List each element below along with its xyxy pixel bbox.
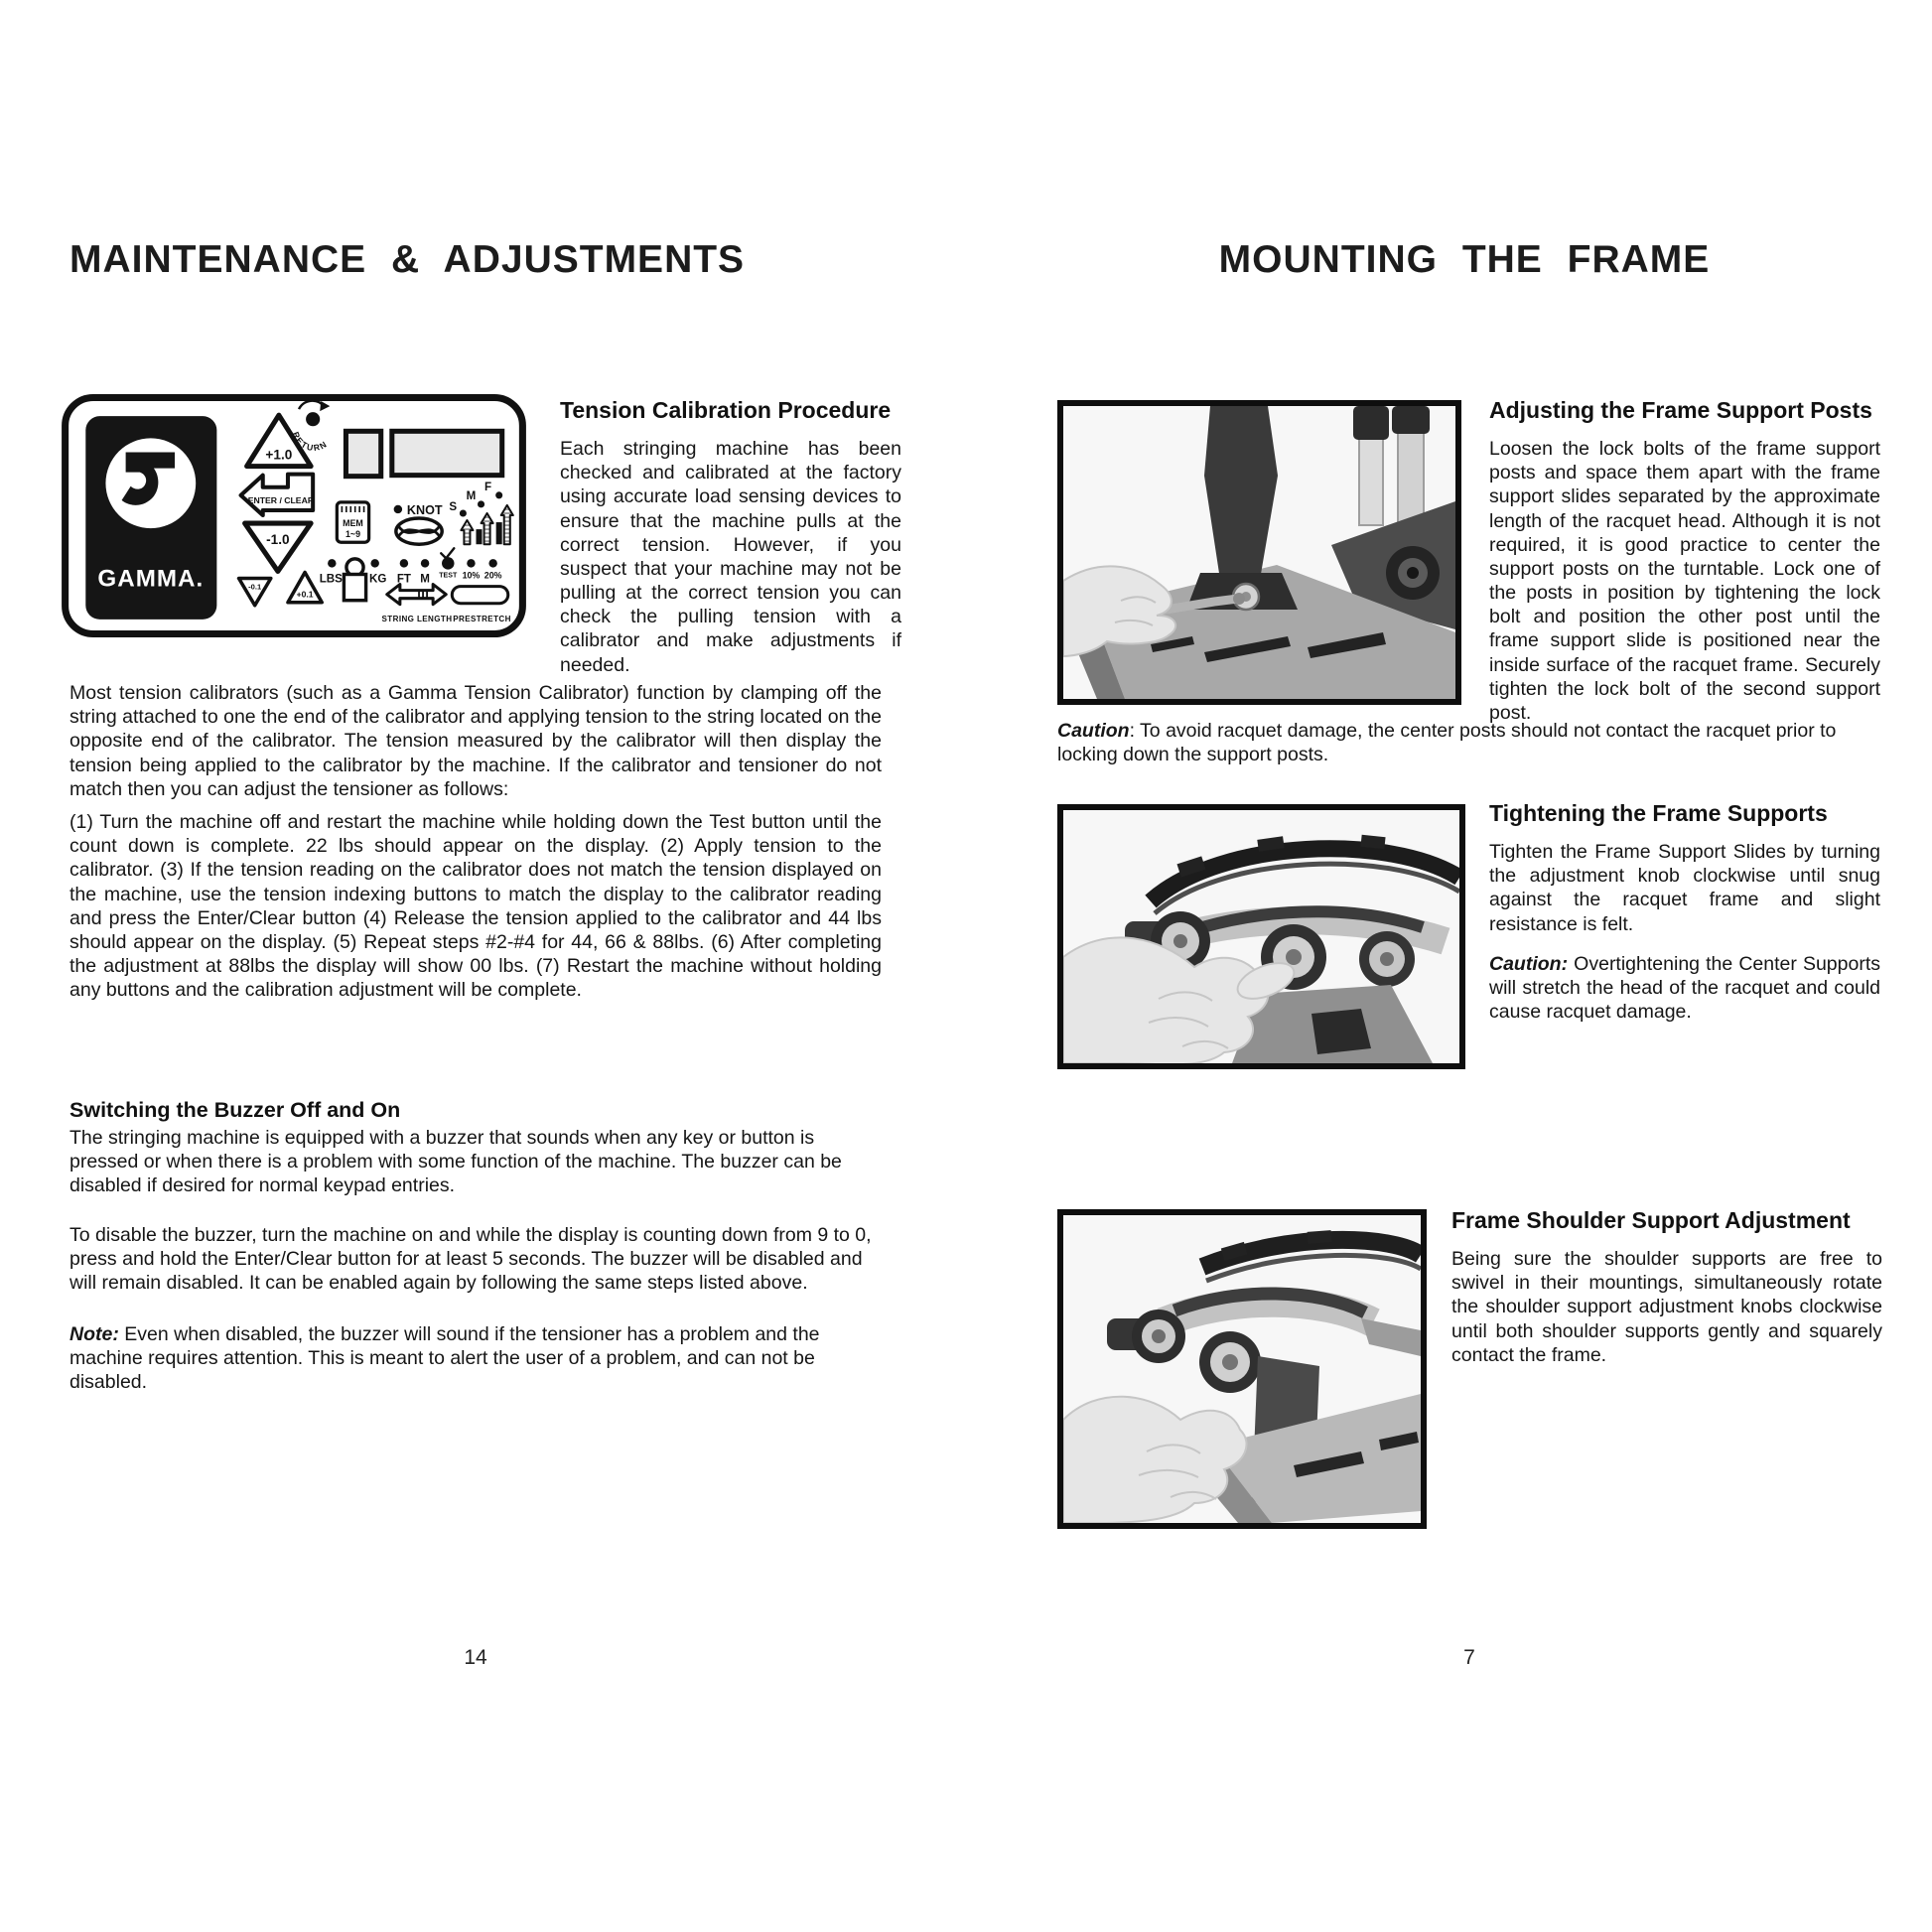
- svg-text:ENTER / CLEAR: ENTER / CLEAR: [247, 494, 315, 505]
- buzzer-paragraph-2: To disable the buzzer, turn the machine on and while the display is counting down from 9 to 0, press and hold the Enter/Clear button for at least 5 seconds. The buzzer will be disabled and will remain disabled. It can be enabled again by following the same steps listed above.: [69, 1224, 872, 1295]
- svg-text:1~9: 1~9: [345, 529, 361, 540]
- svg-text:-1.0: -1.0: [266, 532, 290, 548]
- caution-label: Caution: [1057, 720, 1130, 742]
- right-page-title: MOUNTING THE FRAME: [1218, 238, 1711, 281]
- svg-text:M: M: [420, 573, 430, 586]
- main-display: [392, 431, 502, 475]
- svg-text:STRING LENGTH: STRING LENGTH: [381, 614, 453, 623]
- svg-text:MEM: MEM: [343, 518, 363, 529]
- photo-shoulder-support-adjustment: [1057, 1209, 1427, 1529]
- calibrators-paragraph: Most tension calibrators (such as a Gamma Tension Calibrator) function by clamping off the string attached to one the end of the calibrator and applying tension to the string located on the opposite end of the calibrator. The tension measured by the calibrator will then display the tension being applied to the calibrator by the machine. If the calibrator and tensioner do not match then you can adjust the tensioner as follows:: [69, 682, 882, 800]
- svg-text:S: S: [449, 500, 458, 513]
- small-display: [345, 431, 380, 476]
- control-panel-figure: [62, 394, 526, 642]
- gamma-logo: [85, 416, 216, 620]
- tightening-section: [1489, 800, 1880, 1024]
- photo-adjusting-support-posts: [1057, 400, 1461, 705]
- buzzer-heading: Switching the Buzzer Off and On: [69, 1098, 401, 1122]
- svg-text:F: F: [484, 481, 492, 493]
- svg-text:+1.0: +1.0: [265, 447, 293, 463]
- svg-text:M: M: [466, 489, 477, 502]
- buzzer-paragraph-1: The stringing machine is equipped with a buzzer that sounds when any key or button is pressed or when there is a problem with some function of the machine. The buzzer can be disabled if desired for normal keypad entries.: [69, 1127, 842, 1197]
- tightening-body: Tighten the Frame Support Slides by turning the adjustment knob clockwise until snug against the racquet frame and slight resistance is felt.: [1489, 841, 1880, 935]
- caution-body: Overtightening the Center Supports will stretch the head of the racquet and could cause racquet damage.: [1489, 952, 1880, 1024]
- tension-calibration-section: [560, 397, 901, 677]
- photo-tightening-frame-supports: [1057, 804, 1465, 1069]
- tension-calibration-heading: Tension Calibration Procedure: [560, 397, 892, 423]
- adjusting-posts-heading: Adjusting the Frame Support Posts: [1489, 397, 1872, 423]
- calibration-steps-paragraph: (1) Turn the machine off and restart the machine while holding down the Test button until the count down is complete. 22 lbs should appear on the display. (2) Apply tension to the calibrator. (3) If the tension reading on the calibrator does not match the tension displayed on the machine, use the tension indexing buttons to match the display to the calibrator reading and press the Enter/Clear button (4) Release the tension applied to the calibrator and 44 lbs should appear on the display. (5) Repeat steps #2-#4 for 44, 66 & 88lbs. (6) After completing the adjustment at 88lbs the display will show 00 lbs. (7) Restart the machine without holding any buttons and the calibration adjustment will be complete.: [69, 811, 882, 1002]
- svg-text:-0.1: -0.1: [248, 582, 262, 592]
- buzzer-note: [69, 1322, 882, 1395]
- svg-text:20%: 20%: [483, 570, 502, 581]
- svg-text:+0.1: +0.1: [296, 589, 314, 600]
- tightening-heading: Tightening the Frame Supports: [1489, 800, 1828, 826]
- shoulder-section: [1451, 1207, 1882, 1367]
- gamma-wordmark: GAMMA.: [97, 565, 205, 593]
- adjusting-posts-section: [1489, 397, 1880, 725]
- control-panel-art: [62, 394, 526, 637]
- adjusting-posts-body: Loosen the lock bolts of the frame support posts and space them apart with the frame support slides separated by the approximate length of the racquet head. Although it is not required, it is good practice to center the support posts on the turntable. Lock one of the posts in position by tightening the lock bolt and position the other post until the frame support slide is positioned near the inside surface of the racquet frame. Securely tighten the lock bolt of the second support post.: [1489, 438, 1880, 724]
- svg-text:10%: 10%: [462, 570, 481, 581]
- note-body: Even when disabled, the buzzer will sound if the tensioner has a problem and the machine requires attention. This is meant to alert the user of a problem, and can not be disabled.: [69, 1323, 820, 1394]
- left-page-number: 14: [464, 1646, 487, 1669]
- right-page-number: 7: [1463, 1646, 1475, 1669]
- shoulder-body: Being sure the shoulder supports are free to swivel in their mountings, simultaneously rotate the shoulder support adjustment knobs clockwise until both shoulder supports gently and squarely contact the frame.: [1451, 1248, 1882, 1366]
- caution-overtightening: [1489, 952, 1880, 1025]
- svg-text:RETURN: RETURN: [290, 430, 330, 454]
- svg-text:PRESTRETCH: PRESTRETCH: [453, 614, 511, 623]
- left-page-title: MAINTENANCE & ADJUSTMENTS: [69, 238, 746, 281]
- shoulder-heading: Frame Shoulder Support Adjustment: [1451, 1207, 1851, 1233]
- memory-card-icon: [337, 502, 368, 542]
- caution-center-posts: [1057, 719, 1881, 766]
- svg-text:TEST: TEST: [439, 572, 458, 580]
- caution-body: : To avoid racquet damage, the center posts should not contact the racquet prior to locking down the support posts.: [1057, 720, 1837, 766]
- tension-calibration-body: Each stringing machine has been checked and calibrated at the factory using accurate load sensing devices to ensure that the machine pulls at the correct tension. However, if you suspect that your machine may not be pulling at the correct tension you can check the pulling tension with a calibrator and make adjustments if needed.: [560, 438, 901, 676]
- svg-text:KNOT: KNOT: [406, 502, 443, 517]
- svg-text:LBS: LBS: [319, 573, 343, 586]
- svg-text:KG: KG: [369, 573, 387, 586]
- caution-label: Caution:: [1489, 952, 1569, 975]
- svg-text:FT: FT: [396, 573, 411, 586]
- knot-indicator-icon: [394, 503, 443, 544]
- note-label: Note:: [69, 1323, 119, 1345]
